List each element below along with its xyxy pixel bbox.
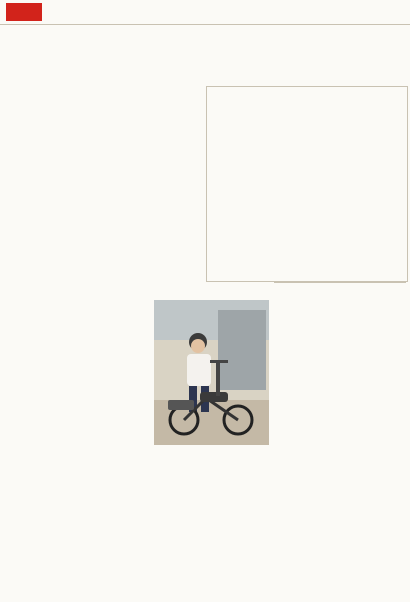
e-bike-photo-illustration [154,300,269,445]
lead-body-col1 [6,88,102,212]
related-news-body [212,116,402,266]
e-bike-photo [154,300,269,445]
page-header [0,0,410,25]
section-tag [6,3,42,21]
rumor-2-body [6,436,148,594]
rumor-5-body [274,316,400,556]
divider [274,282,406,283]
rumor-3-body [154,478,269,526]
mid-intro [6,256,148,304]
rumor-1-body [6,328,148,410]
rumor-4-body [154,544,269,594]
lead-body-col2 [106,88,202,212]
